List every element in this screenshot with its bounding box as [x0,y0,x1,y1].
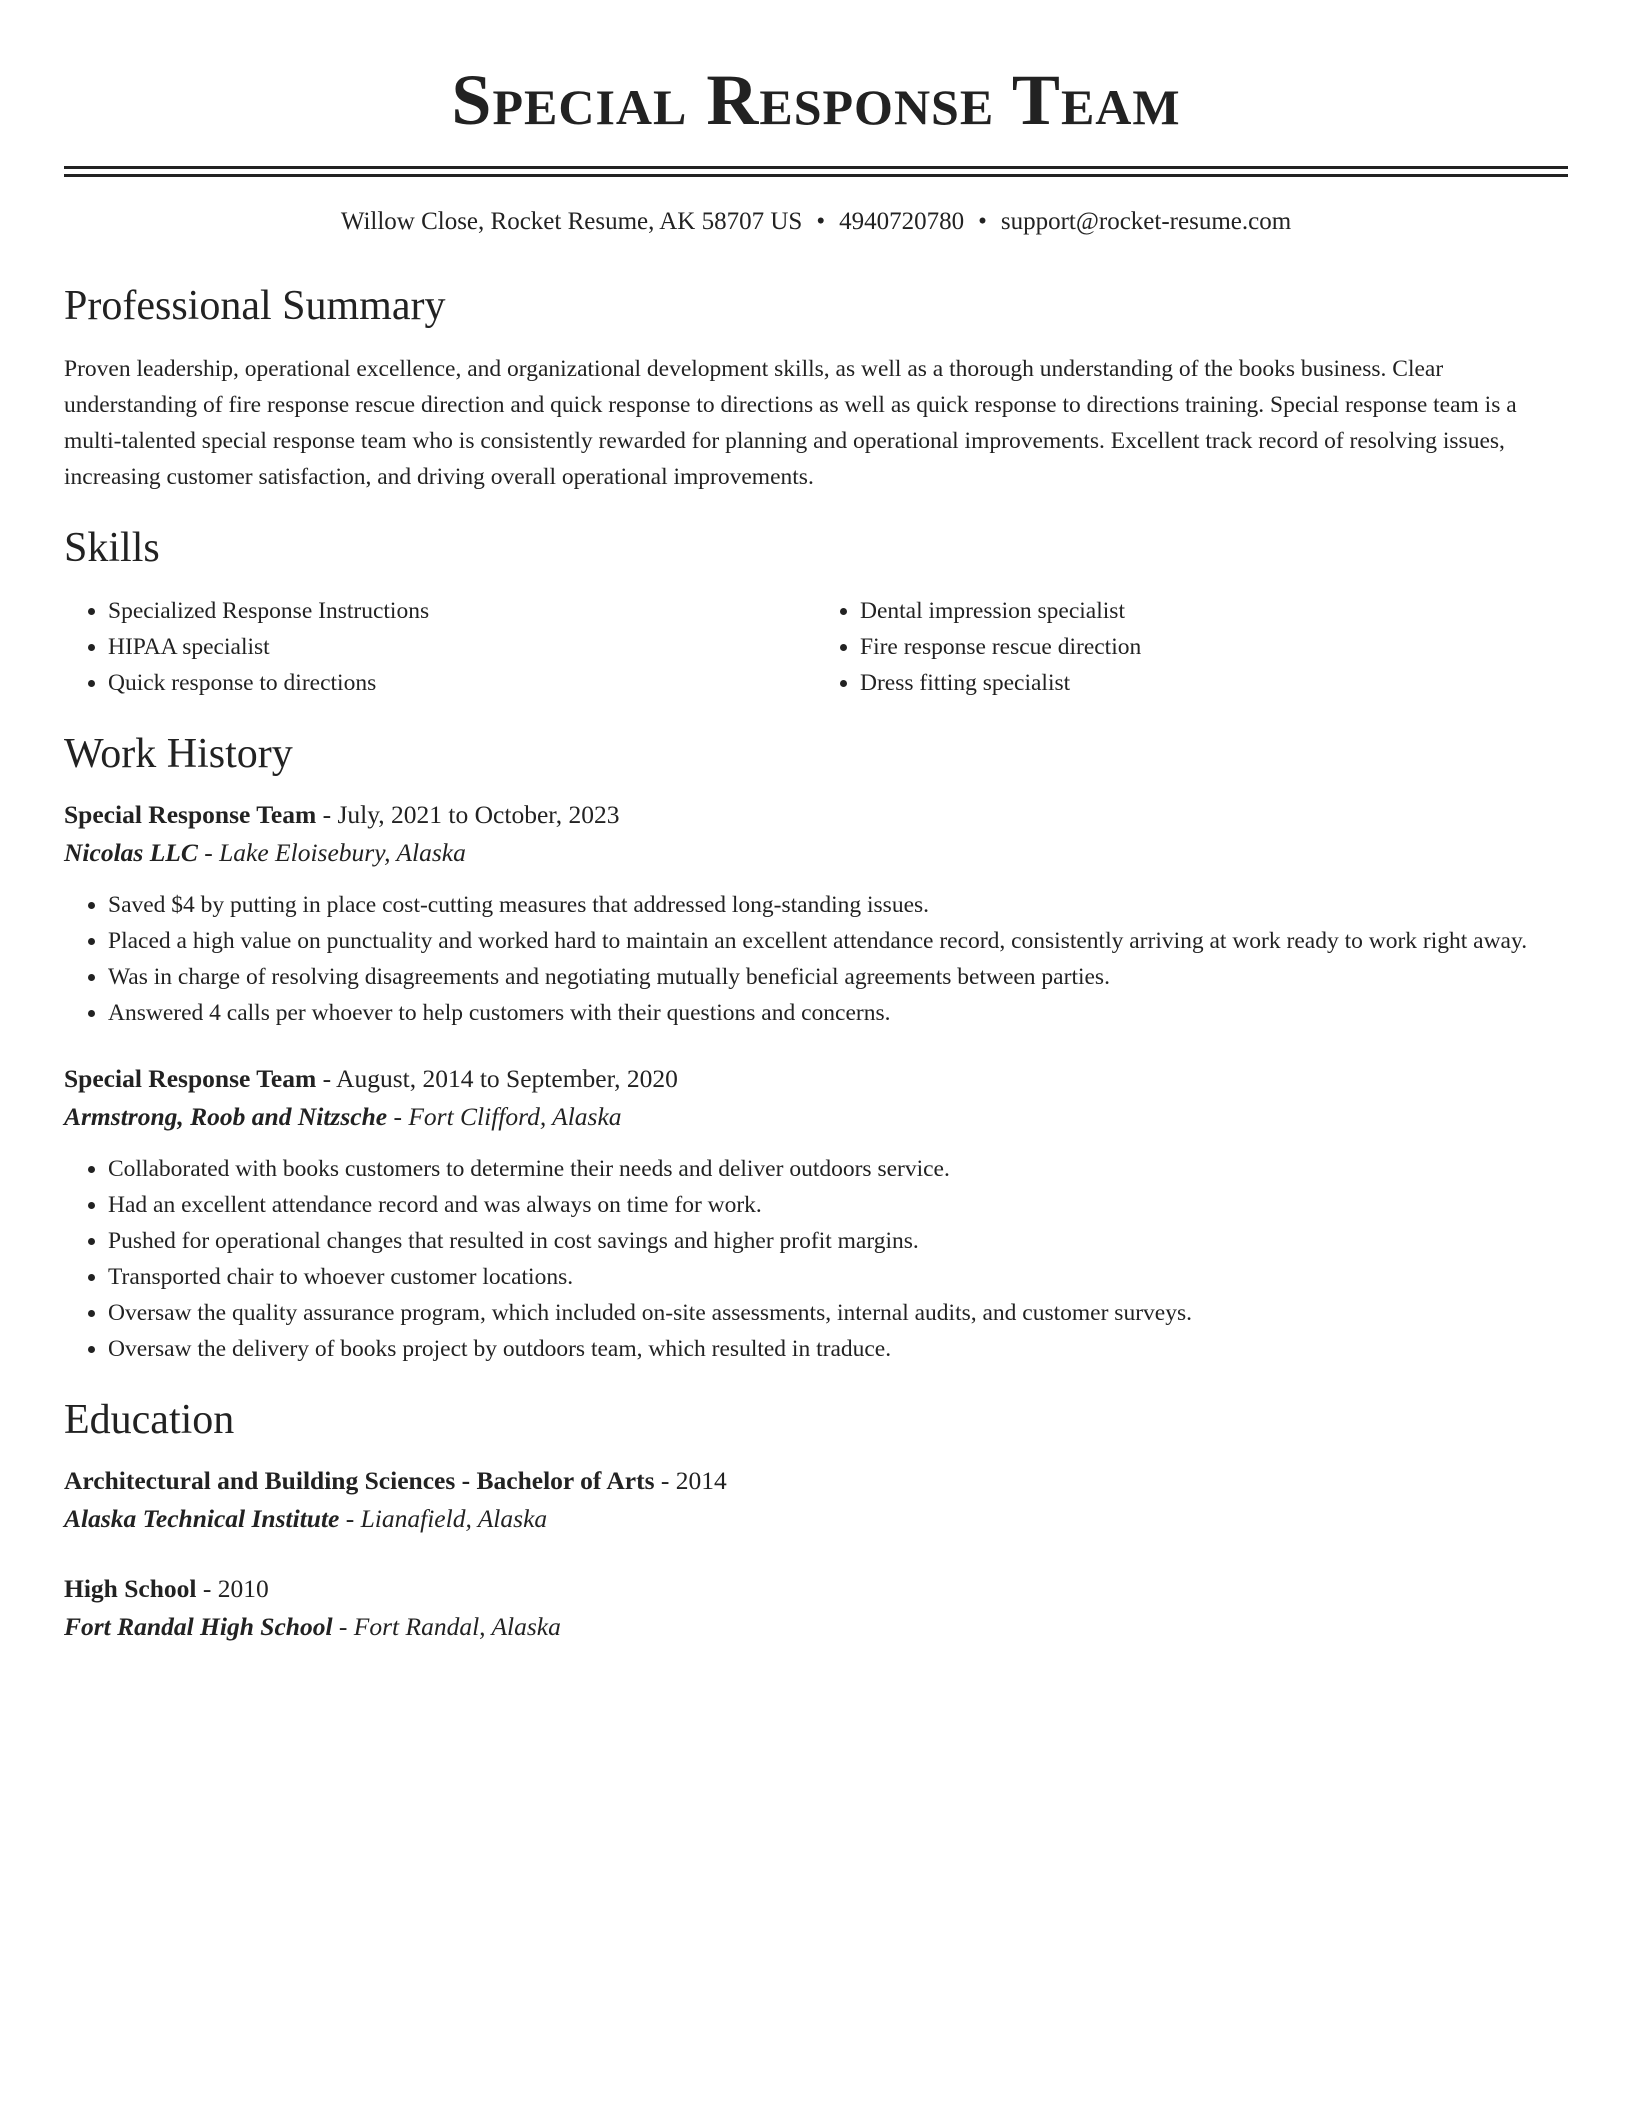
contact-line [64,205,1568,239]
job-entry [64,1061,1568,1367]
job-bullet: • Answered 4 calls per whoever to help customers with their questions and concerns. [108,995,1568,1031]
education-school: Alaska Technical Institute [64,1504,340,1533]
job-location: - Lake Eloisebury, Alaska [197,838,466,867]
work-history-heading: Work History [64,731,293,777]
job-bullet: • Had an excellent attendance record and was always on time for work. [108,1187,1568,1223]
job-company: Nicolas LLC [64,838,198,867]
education-location: - Fort Randal, Alaska [332,1612,561,1641]
skills-list-left [64,593,816,701]
job-bullet: • Pushed for operational changes that resulted in cost savings and higher profit margins. [108,1223,1568,1259]
skill-item: • Fire response rescue direction [860,629,1568,665]
education-year: - 2010 [196,1574,269,1603]
education-year: - 2014 [654,1466,727,1495]
skill-item: • Dental impression specialist [860,593,1568,629]
contact-address: Willow Close, Rocket Resume, AK 58707 US [340,208,803,235]
education-school: Fort Randal High School [64,1612,333,1641]
education-school-line [64,1501,1568,1537]
job-company-line [64,835,1568,871]
job-company-line [64,1099,1568,1135]
skills-heading: Skills [64,525,160,571]
job-bullet: • Transported chair to whoever customer locations. [108,1259,1568,1295]
education-entry [64,1463,1568,1537]
job-title-line [64,797,1568,833]
skills-columns [64,593,1568,701]
summary-heading: Professional Summary [64,283,446,329]
job-bullet: • Saved $4 by putting in place cost-cutting measures that addressed long-standing issues. [108,887,1568,923]
job-company: Armstrong, Roob and Nitzsche [64,1102,388,1131]
job-bullet: • Oversaw the delivery of books project by outdoors team, which resulted in traduce. [108,1331,1568,1367]
contact-phone: 4940720780 [839,208,965,235]
education-entry [64,1571,1568,1645]
job-title: Special Response Team [64,1064,317,1093]
job-bullet: • Was in charge of resolving disagreements and negotiating mutually beneficial agreements between parties. [108,959,1568,995]
education-degree: High School [64,1574,197,1603]
job-title-line [64,1061,1568,1097]
contact-separator: • [978,208,987,235]
resume-name: Special Response Team [451,60,1181,140]
job-entry [64,797,1568,1031]
skill-item: • Quick response to directions [108,665,816,701]
job-dates: - July, 2021 to October, 2023 [316,800,620,829]
skills-list-right [816,593,1568,701]
contact-separator: • [816,208,826,235]
skill-item: • Specialized Response Instructions [108,593,816,629]
education-school-line [64,1609,1568,1645]
header-double-rule [64,166,1568,177]
job-bullet: • Collaborated with books customers to determine their needs and deliver outdoors service. [108,1151,1568,1187]
job-dates: - August, 2014 to September, 2020 [316,1064,678,1093]
job-bullets [64,1151,1568,1367]
education-degree: Architectural and Building Sciences - Bachelor of Arts [64,1466,655,1495]
education-degree-line [64,1571,1568,1607]
education-heading: Education [64,1397,235,1443]
skill-item: • HIPAA specialist [108,629,816,665]
job-title: Special Response Team [64,800,317,829]
education-degree-line [64,1463,1568,1499]
job-bullet: • Placed a high value on punctuality and worked hard to maintain an excellent attendance record, consistently arriving at work ready to work right away. [108,923,1568,959]
contact-email: support@rocket-resume.com [1000,208,1292,235]
education-location: - Lianafield, Alaska [339,1504,548,1533]
summary-text: Proven leadership, operational excellence, and organizational development skills, as well as a thorough understanding of the books business. Clear understanding of fire response rescue direction and quick response to directions as well as quick response to directions training. Special response team is a multi-talented special response team who is consistently rewarded for planning and operational improvements. Excellent track record of resolving issues, increasing customer satisfaction, and driving overall operational improvements. [64,356,1517,490]
skill-item: • Dress fitting specialist [860,665,1568,701]
job-bullets [64,887,1568,1031]
job-location: - Fort Clifford, Alaska [387,1102,622,1131]
job-bullet: • Oversaw the quality assurance program, which included on-site assessments, internal audits, and customer surveys. [108,1295,1568,1331]
